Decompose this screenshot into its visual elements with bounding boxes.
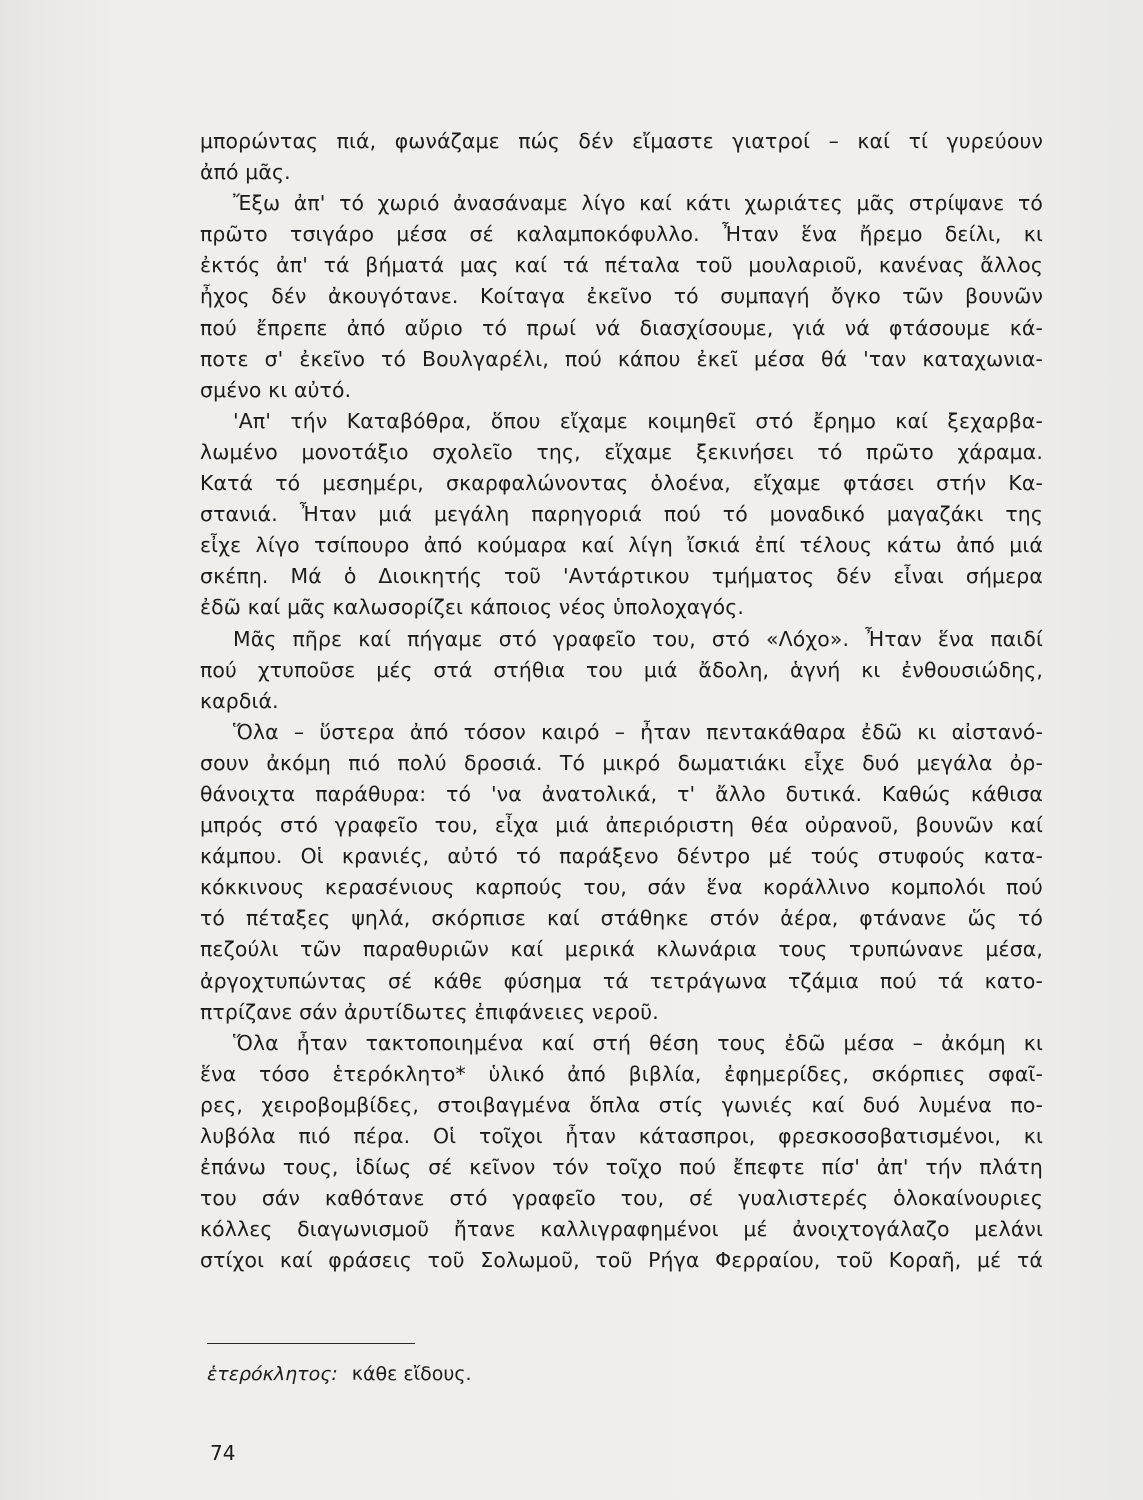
text-line: στανιά. Ἦταν μιά μεγάλη παρηγοριά πού τό μοναδικό μαγαζάκι της [200, 502, 1043, 527]
text-line: ἦχος δέν ἀκουγότανε. Κοίταγα ἐκεῖνο τό συμπαγή ὄγκο τῶν βουνῶν [200, 284, 1043, 309]
text-line: ἐκτός ἀπ' τά βήματά μας καί τά πέταλα τοῦ μουλαριοῦ, κανένας ἄλλος [200, 253, 1043, 278]
text-line: εἶχε λίγο τσίπουρο ἀπό κούμαρα καί λίγη ἴσκιά ἐπί τέλους κάτω ἀπό μιά [200, 533, 1043, 558]
text-line: του σάν καθότανε στό γραφεῖο του, σέ γυαλιστερές ὁλοκαίνουριες [200, 1186, 1043, 1211]
text-line: μπορώντας πιά, φωνάζαμε πώς δέν εἴμαστε γιατροί – καί τί γυρεύουν [200, 129, 1043, 153]
text-line: 'Απ' τήν Καταβόθρα, ὅπου εἴχαμε κοιμηθεῖ στό ἔρημο καί ξεχαρβα- [233, 408, 1043, 433]
text-line: σμένο κι αὐτό. [200, 377, 352, 402]
text-line: ποτε σ' ἐκεῖνο τό Βουλγαρέλι, πού κάπου ἐκεῖ μέσα θά 'ταν καταχωνια- [200, 346, 1043, 371]
text-line: κάμπου. Οἱ κρανιές, αὐτό τό παράξενο δέντρο μέ τούς στυφούς κατα- [200, 844, 1043, 869]
text-line: λυβόλα πιό πέρα. Οἱ τοῖχοι ἦταν κάτασπροι, φρεσκοσοβατισμένοι, κι [200, 1124, 1043, 1148]
footnote-definition: κάθε εἴδους. [351, 1363, 472, 1385]
text-line: σκέπη. Μά ὁ Διοικητής τοῦ 'Αντάρτικου τμήματος δέν εἶναι σήμερα [200, 564, 1043, 589]
footnote-term: ἑτερόκλητος: [207, 1363, 338, 1385]
text-line: κόλλες διαγωνισμοῦ ἤτανε καλλιγραφημένοι μέ ἀνοιχτογάλαζο μελάνι [200, 1217, 1043, 1242]
text-line: στίχοι καί φράσεις τοῦ Σολωμοῦ, τοῦ Ρήγα Φερραίου, τοῦ Κοραῆ, μέ τά [200, 1248, 1043, 1273]
text-line: ἀπό μᾶς. [200, 160, 291, 185]
text-line: ἕνα τόσο ἑτερόκλητο* ὑλικό ἀπό βιβλία, ἐφημερίδες, σκόρπιες σφαῖ- [200, 1061, 1043, 1086]
text-line: πού χτυποῦσε μές στά στήθια του μιά ἄδολη, ἁγνή κι ἐνθουσιώδης, [200, 657, 1043, 682]
text-line: καρδιά. [200, 688, 279, 713]
text-line: ρες, χειροβομβίδες, στοιβαγμένα ὅπλα στίς γωνιές καί δυό λυμένα πο- [200, 1092, 1043, 1117]
text-line: ἐπάνω τους, ἰδίως σέ κεῖνον τόν τοῖχο πού ἔπεφτε πίσ' ἀπ' τήν πλάτη [200, 1155, 1043, 1180]
page-number: 74 [210, 1441, 236, 1465]
text-line: ἀργοχτυπώντας σέ κάθε φύσημα τά τετράγωνα τζάμια πού τά κατο- [200, 968, 1043, 993]
text-line: Ἔξω ἀπ' τό χωριό ἀνασάναμε λίγο καί κάτι χωριάτες μᾶς στρίψανε τό [233, 191, 1043, 216]
text-line: πτρίζανε σάν ἀρυτίδωτες ἐπιφάνειες νεροῦ. [200, 999, 659, 1024]
body-text [200, 126, 1043, 1276]
text-line: πού ἔπρεπε ἀπό αὔριο τό πρωί νά διασχίσουμε, γιά νά φτάσουμε κά- [200, 315, 1043, 340]
text-line: μπρός στό γραφεῖο του, εἶχα μιά ἀπεριόριστη θέα οὐρανοῦ, βουνῶν καί [200, 813, 1043, 838]
text-line: πεζούλι τῶν παραθυριῶν καί μερικά κλωνάρια τους τρυπώνανε μέσα, [200, 937, 1043, 962]
text-line: Ὅλα – ὕστερα ἀπό τόσον καιρό – ἦταν πεντακάθαρα ἐδῶ κι αἰστανό- [233, 719, 1043, 744]
text-line: κόκκινους κερασένιους καρπούς του, σάν ἕνα κοράλλινο κομπολόι πού [200, 875, 1043, 900]
footnote-divider [207, 1343, 415, 1344]
footnote [207, 1361, 472, 1387]
text-line: Μᾶς πῆρε καί πήγαμε στό γραφεῖο του, στό «Λόχο». Ἦταν ἕνα παιδί [233, 626, 1043, 651]
text-line: σουν ἀκόμη πιό πολύ δροσιά. Τό μικρό δωματιάκι εἶχε δυό μεγάλα ὀρ- [200, 750, 1043, 775]
text-line: θάνοιχτα παράθυρα: τό 'να ἀνατολικά, τ' ἄλλο δυτικά. Καθώς κάθισα [200, 781, 1043, 806]
text-line: τό πέταξες ψηλά, σκόρπισε καί στάθηκε στόν ἀέρα, φτάνανε ὥς τό [200, 906, 1043, 931]
text-line: Κατά τό μεσημέρι, σκαρφαλώνοντας ὁλοένα, εἴχαμε φτάσει στήν Κα- [200, 471, 1043, 496]
text-line: λωμένο μονοτάξιο σχολεῖο της, εἴχαμε ξεκινήσει τό πρῶτο χάραμα. [200, 439, 1043, 464]
text-line: πρῶτο τσιγάρο μέσα σέ καλαμποκόφυλλο. Ἦταν ἕνα ἤρεμο δείλι, κι [200, 222, 1043, 247]
text-line: ἐδῶ καί μᾶς καλωσορίζει κάποιος νέος ὑπολοχαγός. [200, 595, 744, 620]
text-line: Ὅλα ἦταν τακτοποιημένα καί στή θέση τους ἐδῶ μέσα – ἀκόμη κι [233, 1030, 1043, 1055]
